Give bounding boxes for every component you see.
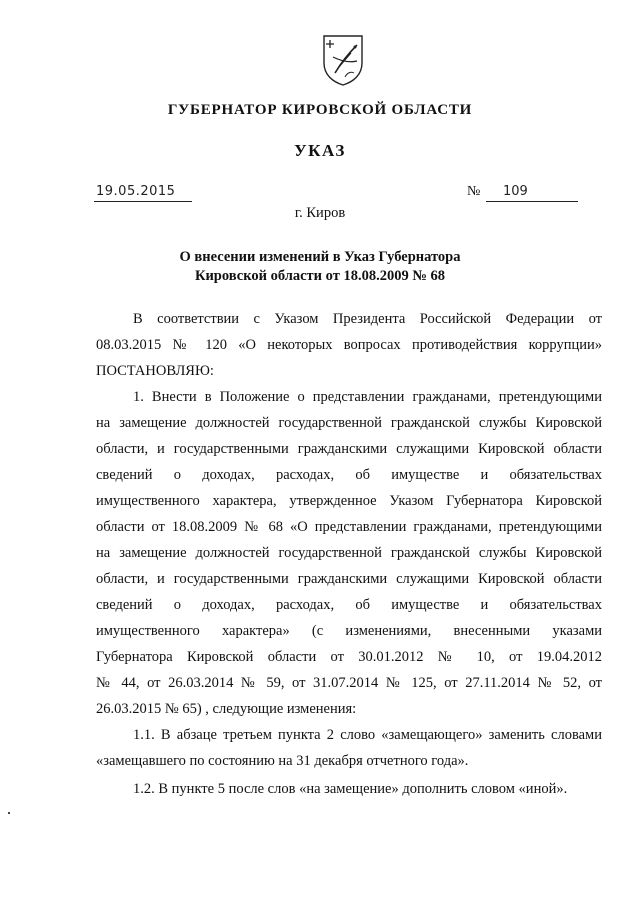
decree-subject [0,248,640,286]
number-underline [486,201,578,202]
kirov-coat-of-arms-icon [321,33,365,87]
decree-number: 109 [503,184,528,199]
paragraph-1 [96,384,602,722]
text-line: области, и государственными гражданскими служащими Кировской области [96,571,602,587]
text-line: 1.1. В абзаце третьем пункта 2 слово «замещающего» заменить словами [133,727,602,743]
text-line: 26.03.2015 № 65) , следующие изменения: [96,701,357,717]
document-type-title: УКАЗ [294,141,346,160]
subject-line: Кировской области от 18.08.2009 № 68 [194,268,446,284]
scan-speck [8,812,10,814]
text-line: имущественного характера, утвержденное Указом Губернатора Кировской [96,493,602,509]
text-line: сведений о доходах, расходах, об имуществе и обязательствах [96,467,602,483]
paragraph-1-2 [96,776,602,802]
text-line: 08.03.2015 № 120 «О некоторых вопросах противодействия коррупции» [96,337,602,353]
authority-title: ГУБЕРНАТОР КИРОВСКОЙ ОБЛАСТИ [167,102,473,118]
number-sign: № [467,184,481,199]
text-line: области, и государственными гражданскими служащими Кировской области [96,441,602,457]
text-line: «замещавшего по состоянию на 31 декабря отчетного года». [96,753,469,769]
decree-date: 19.05.2015 [96,184,176,199]
text-line: В соответствии с Указом Президента Российской Федерации от [133,311,602,327]
text-line: 1.2. В пункте 5 после слов «на замещение» дополнить словом «иной». [133,781,568,797]
subject-line: О внесении изменений в Указ Губернатора [179,249,461,265]
text-line: 1. Внести в Положение о представлении гражданами, претендующими [133,389,602,405]
text-line: ПОСТАНОВЛЯЮ: [96,363,214,379]
paragraph-1-1 [96,722,602,774]
text-line: на замещение должностей государственной гражданской службы Кировской [96,415,602,431]
text-line: имущественного характера» (с изменениями, внесенными указами [96,623,602,639]
text-line: № 44, от 26.03.2014 № 59, от 31.07.2014 № 125, от 27.11.2014 № 52, от [96,675,602,691]
text-line: сведений о доходах, расходах, об имуществе и обязательствах [96,597,602,613]
text-line: Губернатора Кировской области от 30.01.2012 № 10, от 19.04.2012 [96,649,602,665]
date-underline [94,201,192,202]
intro-paragraph [96,306,602,384]
city-name: г. Киров [294,205,346,221]
text-line: области от 18.08.2009 № 68 «О представлении гражданами, претендующими [96,519,602,535]
text-line: на замещение должностей государственной гражданской службы Кировской [96,545,602,561]
